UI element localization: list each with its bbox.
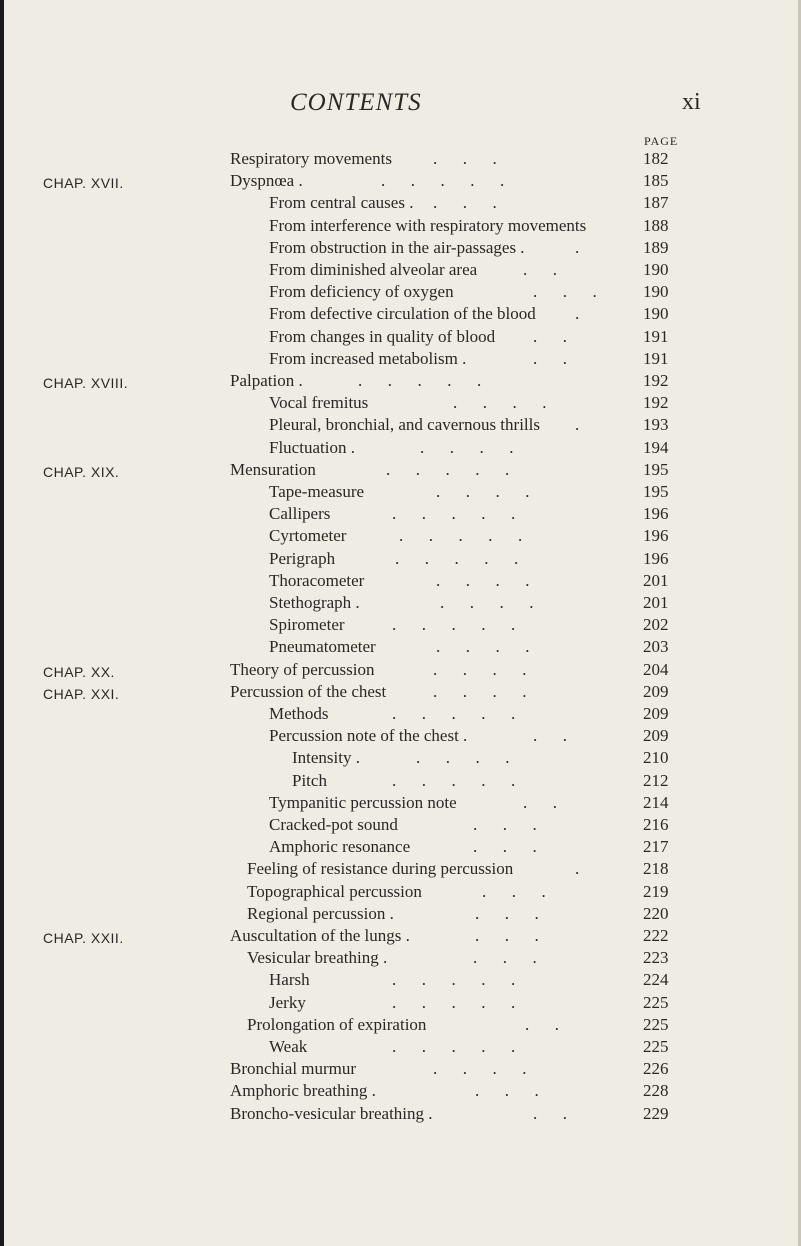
chapter-label: CHAP. XX. xyxy=(43,663,115,680)
dot-leader: . . . . . xyxy=(399,526,523,546)
entry-title: Amphoric breathing . xyxy=(230,1081,376,1101)
entry-title: From increased metabolism . xyxy=(269,348,467,368)
dot-leader: . . . . xyxy=(416,748,510,768)
entry-title: Palpation . xyxy=(230,371,303,390)
entry-page-number: 187 xyxy=(643,193,669,213)
entry-title: Percussion note of the chest . xyxy=(269,726,468,746)
toc-entry xyxy=(0,148,801,170)
entry-page-number: 210 xyxy=(643,748,669,768)
chapter-label: CHAP. XVIII. xyxy=(43,375,129,391)
dot-leader: . xyxy=(575,304,580,324)
dot-leader: . . xyxy=(533,1103,567,1123)
toc-entry xyxy=(0,725,801,747)
entry-page-number: 219 xyxy=(643,881,669,901)
entry-title: Pitch xyxy=(292,770,327,790)
toc-entry xyxy=(0,215,801,237)
dot-leader: . . . . . xyxy=(386,459,510,479)
toc-entry xyxy=(0,570,801,592)
entry-title: From defective circulation of the blood xyxy=(269,304,536,324)
dot-leader: . . . . . xyxy=(392,615,516,635)
dot-leader: . . . xyxy=(473,815,537,834)
toc-entry xyxy=(0,814,801,836)
toc-entry xyxy=(0,459,801,481)
toc-entry xyxy=(0,747,801,769)
entry-page-number: 190 xyxy=(643,304,669,324)
entry-title: From interference with respiratory movements xyxy=(269,215,587,235)
toc-entry xyxy=(0,481,801,503)
dot-leader: . . . xyxy=(475,903,539,923)
toc-entry xyxy=(0,281,801,303)
dot-leader: . . . xyxy=(433,149,497,168)
entry-title: Regional percussion . xyxy=(247,903,394,923)
dot-leader: . . . . . xyxy=(358,371,482,390)
dot-leader: . . xyxy=(533,726,567,746)
toc-entry xyxy=(0,1036,801,1058)
entry-title: From central causes . xyxy=(269,193,414,213)
dot-leader: . . . . . xyxy=(392,992,516,1012)
toc-entry xyxy=(0,392,801,414)
toc-entry xyxy=(0,548,801,570)
toc-entry xyxy=(0,636,801,658)
toc-entry xyxy=(0,903,801,925)
entry-title: Bronchial murmur xyxy=(230,1059,357,1079)
toc-entry xyxy=(0,1103,801,1125)
entry-page-number: 195 xyxy=(643,482,669,501)
dot-leader: . . . . . xyxy=(392,970,516,990)
entry-page-number: 209 xyxy=(643,704,669,723)
toc-entry xyxy=(0,1058,801,1080)
entry-page-number: 216 xyxy=(643,815,669,834)
entry-page-number: 201 xyxy=(643,570,669,590)
dot-leader: . . . xyxy=(475,1081,539,1101)
toc-entry xyxy=(0,792,801,814)
dot-leader: . . xyxy=(533,326,567,346)
toc-entry xyxy=(0,1014,801,1036)
entry-page-number: 196 xyxy=(643,548,669,568)
entry-title: Feeling of resistance during percussion xyxy=(247,859,514,879)
entry-page-number: 229 xyxy=(643,1103,669,1123)
entry-title: From changes in quality of blood xyxy=(269,326,496,346)
toc-entry xyxy=(0,659,801,681)
entry-title: From obstruction in the air-passages . xyxy=(269,237,525,257)
dot-leader: . . . . xyxy=(420,437,514,457)
dot-leader: . . . . xyxy=(433,681,527,701)
dot-leader: . . . xyxy=(433,193,497,213)
toc-entry xyxy=(0,437,801,459)
entry-page-number: 185 xyxy=(643,171,669,191)
running-head-page-number: xi xyxy=(682,89,701,115)
chapter-label: CHAP. XXII. xyxy=(43,930,124,946)
dot-leader: . xyxy=(575,237,580,257)
toc-entry xyxy=(0,1080,801,1102)
entry-page-number: 194 xyxy=(643,437,669,457)
dot-leader: . . . xyxy=(482,881,546,901)
toc-entry xyxy=(0,947,801,969)
dot-leader: . . . . xyxy=(436,570,530,590)
toc-entry xyxy=(0,414,801,436)
entry-page-number: 188 xyxy=(643,215,669,235)
entry-title: Tympanitic percussion note xyxy=(269,792,457,812)
entry-page-number: 195 xyxy=(643,459,669,479)
entry-page-number: 196 xyxy=(643,526,669,546)
entry-page-number: 220 xyxy=(643,903,669,923)
toc-entry xyxy=(0,681,801,703)
entry-title: Jerky xyxy=(269,992,306,1012)
entry-title: Thoracometer xyxy=(269,570,365,590)
page-column-label: PAGE xyxy=(644,134,679,148)
entry-title: Callipers xyxy=(269,504,331,524)
entry-page-number: 182 xyxy=(643,149,669,168)
dot-leader: . . . . . xyxy=(395,548,519,568)
toc-entry xyxy=(0,614,801,636)
entry-title: Prolongation of expiration xyxy=(247,1014,427,1034)
entry-title: Topographical percussion xyxy=(247,881,422,901)
entry-page-number: 225 xyxy=(643,992,669,1012)
entry-page-number: 192 xyxy=(643,393,669,413)
entry-title: Theory of percussion xyxy=(230,659,375,679)
entry-title: Pleural, bronchial, and cavernous thrills xyxy=(269,415,540,435)
entry-page-number: 193 xyxy=(643,415,669,435)
entry-title: Tape-measure xyxy=(269,482,365,501)
entry-page-number: 225 xyxy=(643,1037,669,1056)
entry-page-number: 218 xyxy=(643,859,669,879)
dot-leader: . . . . . xyxy=(392,704,516,723)
entry-title: From deficiency of oxygen xyxy=(269,282,454,302)
entry-page-number: 222 xyxy=(643,926,669,945)
dot-leader: . . . . xyxy=(436,637,530,657)
entry-page-number: 209 xyxy=(643,681,669,701)
toc-entry xyxy=(0,881,801,903)
entry-title: Respiratory movements xyxy=(230,149,392,168)
toc-entry xyxy=(0,303,801,325)
entry-page-number: 201 xyxy=(643,593,669,612)
entry-page-number: 190 xyxy=(643,260,669,279)
chapter-label: CHAP. XIX. xyxy=(43,463,120,480)
toc-entry xyxy=(0,525,801,547)
entry-page-number: 225 xyxy=(643,1014,669,1034)
entry-title: Broncho-vesicular breathing . xyxy=(230,1103,433,1123)
entry-page-number: 226 xyxy=(643,1059,669,1079)
entry-page-number: 190 xyxy=(643,282,669,302)
running-head-title: CONTENTS xyxy=(290,89,422,116)
entry-title: Vocal fremitus xyxy=(269,393,369,413)
toc-entry xyxy=(0,592,801,614)
entry-title: Methods xyxy=(269,704,329,723)
dot-leader: . . xyxy=(523,792,557,812)
entry-title: Stethograph . xyxy=(269,593,360,612)
entry-title: From diminished alveolar area xyxy=(269,260,478,279)
entry-page-number: 191 xyxy=(643,348,669,368)
dot-leader: . . . . . xyxy=(392,1037,516,1056)
toc-entry xyxy=(0,370,801,392)
dot-leader: . . . . . xyxy=(381,171,505,191)
entry-title: Pneumatometer xyxy=(269,637,376,657)
dot-leader: . . . . xyxy=(433,659,527,679)
dot-leader: . . . . . xyxy=(392,504,516,524)
toc-entry xyxy=(0,770,801,792)
toc-entry xyxy=(0,237,801,259)
entry-page-number: 189 xyxy=(643,237,669,257)
dot-leader: . . . xyxy=(473,837,537,857)
entry-page-number: 223 xyxy=(643,948,669,968)
entry-title: Cracked-pot sound xyxy=(269,815,398,834)
dot-leader: . . . . xyxy=(453,393,547,413)
entry-page-number: 209 xyxy=(643,726,669,746)
toc-entry xyxy=(0,992,801,1014)
toc-entry xyxy=(0,503,801,525)
entry-page-number: 228 xyxy=(643,1081,669,1101)
dot-leader: . xyxy=(575,415,580,435)
dot-leader: . . xyxy=(533,348,567,368)
toc-entry xyxy=(0,326,801,348)
entry-title: Auscultation of the lungs . xyxy=(230,926,410,945)
entry-page-number: 214 xyxy=(643,792,669,812)
entry-page-number: 224 xyxy=(643,970,669,990)
dot-leader: . xyxy=(575,859,580,879)
entry-title: Harsh xyxy=(269,970,310,990)
toc-entry xyxy=(0,858,801,880)
toc-entry xyxy=(0,703,801,725)
toc-entry xyxy=(0,170,801,192)
entry-page-number: 212 xyxy=(643,770,669,790)
entry-page-number: 217 xyxy=(643,837,669,857)
entry-page-number: 203 xyxy=(643,637,669,657)
entry-title: Mensuration xyxy=(230,459,316,479)
toc-entry xyxy=(0,925,801,947)
chapter-label: CHAP. XXI. xyxy=(43,685,120,702)
entry-page-number: 202 xyxy=(643,615,669,635)
toc-entry xyxy=(0,259,801,281)
dot-leader: . . . xyxy=(473,948,537,968)
toc-entry xyxy=(0,348,801,370)
entry-title: Perigraph xyxy=(269,548,336,568)
dot-leader: . . xyxy=(523,260,557,279)
entry-title: Cyrtometer xyxy=(269,526,347,546)
entry-title: Vesicular breathing . xyxy=(247,948,388,968)
dot-leader: . . xyxy=(525,1014,559,1034)
dot-leader: . . . . xyxy=(436,482,530,501)
entry-title: Dyspnœa . xyxy=(230,171,303,191)
entry-page-number: 192 xyxy=(643,371,669,390)
entry-title: Amphoric resonance xyxy=(269,837,411,857)
dot-leader: . . . xyxy=(533,282,597,302)
entry-page-number: 204 xyxy=(643,659,669,679)
toc-entry xyxy=(0,836,801,858)
dot-leader: . . . xyxy=(475,926,539,945)
toc-entry xyxy=(0,969,801,991)
entry-title: Intensity . xyxy=(292,748,360,768)
entry-page-number: 191 xyxy=(643,326,669,346)
dot-leader: . . . . . xyxy=(392,770,516,790)
dot-leader: . . . . xyxy=(433,1059,527,1079)
dot-leader: . . . . xyxy=(440,593,534,612)
chapter-label: CHAP. XVII. xyxy=(43,175,124,192)
entry-title: Weak xyxy=(269,1037,308,1056)
entry-page-number: 196 xyxy=(643,504,669,524)
entry-title: Spirometer xyxy=(269,615,345,635)
entry-title: Percussion of the chest xyxy=(230,681,387,701)
toc-entry xyxy=(0,192,801,214)
entry-title: Fluctuation . xyxy=(269,437,355,457)
